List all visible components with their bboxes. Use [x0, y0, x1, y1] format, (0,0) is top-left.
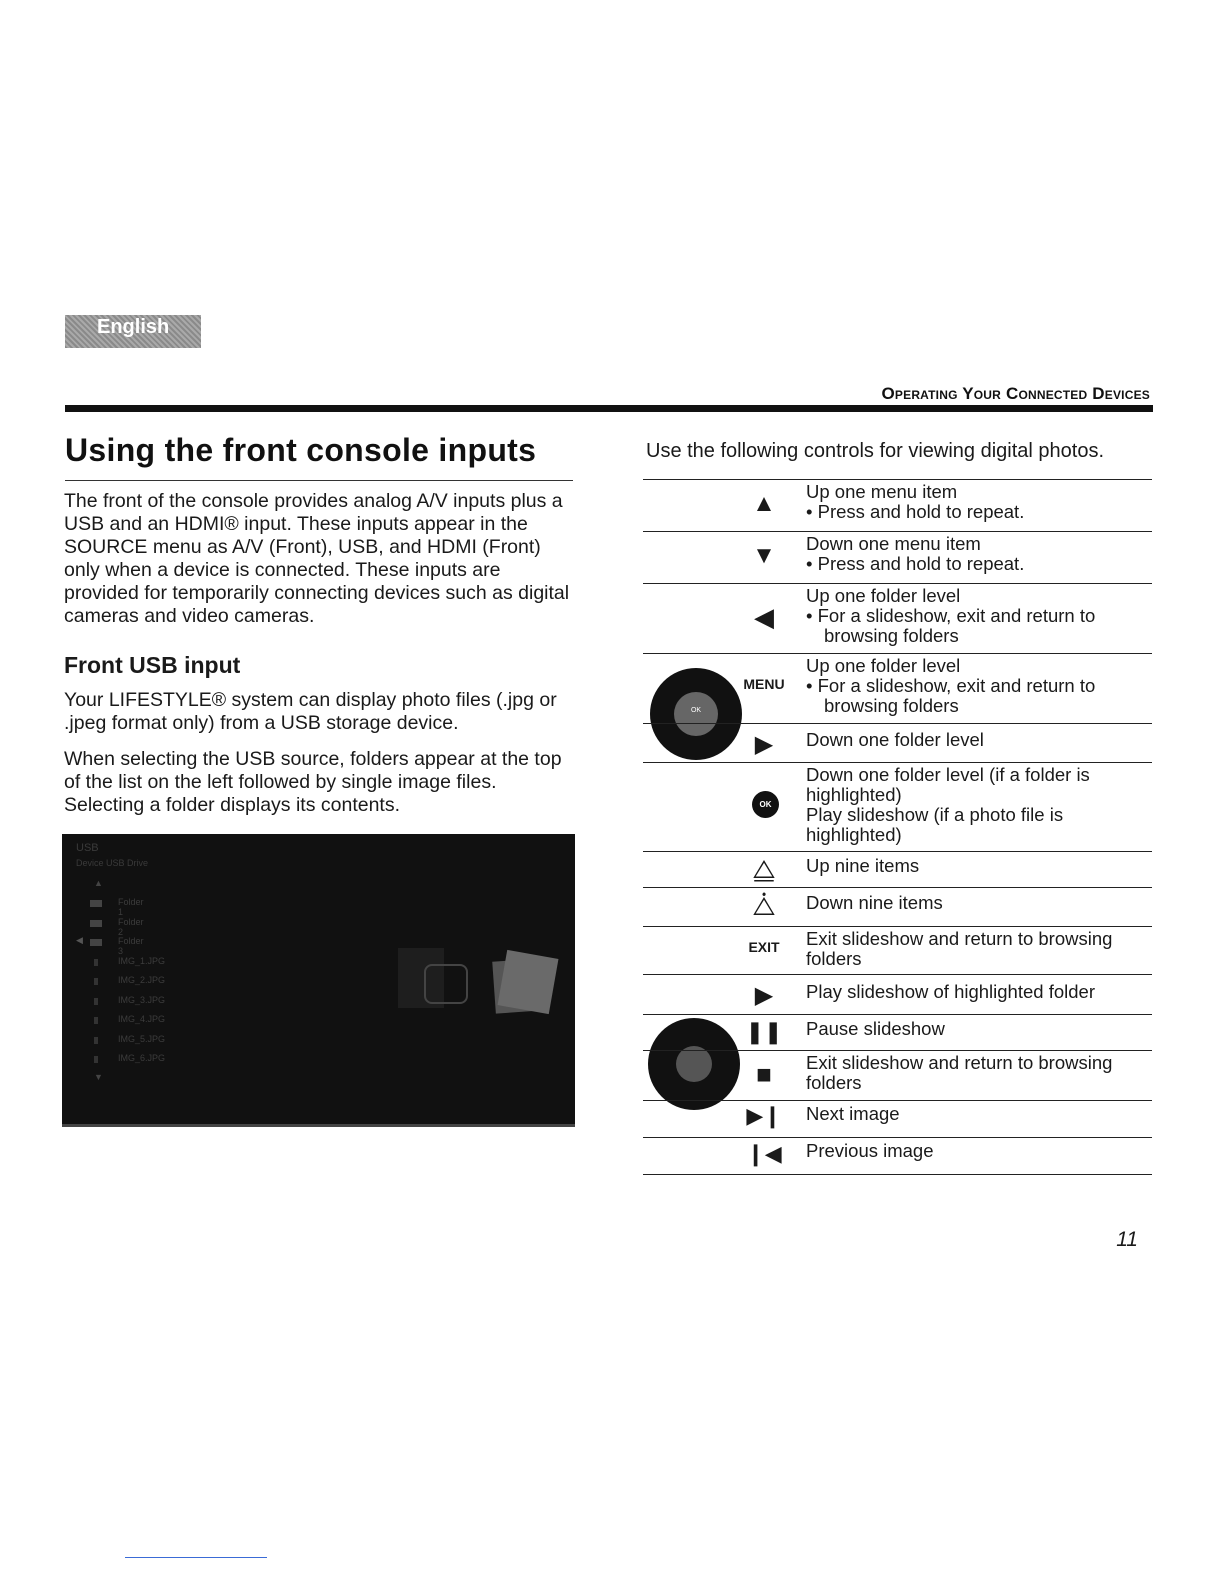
table-bottom-rule [643, 1174, 1152, 1176]
ok-button-icon: OK [752, 791, 779, 818]
scroll-up-icon: ▲ [94, 878, 103, 888]
footer-rule [125, 1557, 267, 1558]
exit-button-label: EXIT [748, 939, 780, 955]
image-file-icon [94, 998, 98, 1005]
down-arrow-icon: ▼ [752, 542, 776, 569]
menu-button-label: MENU [743, 676, 785, 692]
play-icon: ▶ [754, 982, 774, 1009]
up-arrow-icon: ▲ [752, 490, 776, 517]
front-usb-heading: Front USB input [64, 652, 241, 678]
table-row [643, 762, 1152, 852]
top-rule [65, 405, 1153, 412]
camera-icon [424, 964, 468, 1004]
image-file-icon [94, 1017, 98, 1024]
table-row [643, 1137, 1152, 1176]
row-title: Up one folder level [806, 585, 961, 606]
row-bullet: • Press and hold to repeat. [806, 553, 1025, 574]
right-arrow-icon: ▶ [754, 731, 774, 758]
section-header: Operating Your Connected Devices [881, 384, 1150, 403]
table-row [643, 1100, 1152, 1138]
table-row [643, 1014, 1152, 1051]
row-title: Exit slideshow and return to browsing folders [806, 928, 1113, 969]
page-number: 11 [1116, 1228, 1138, 1251]
table-row [643, 1050, 1152, 1101]
row-extra: Play slideshow (if a photo file is highlighted) [806, 804, 1064, 845]
language-tab: English [65, 315, 201, 348]
left-arrow-icon: ◀ [754, 602, 774, 632]
row-title: Exit slideshow and return to browsing folders [806, 1052, 1113, 1093]
controls-table [643, 479, 1152, 1179]
usb-paragraph-2: When selecting the USB source, folders appear at the top of the list on the left followed by single image files. Selecting a folder displays its contents. [64, 748, 562, 816]
image-file-icon [94, 978, 98, 985]
row-title: Down one menu item [806, 533, 981, 554]
image-file-icon [94, 1056, 98, 1063]
title-rule [65, 480, 573, 481]
usb-screen-title: USB [76, 842, 99, 854]
folder-icon [90, 920, 102, 927]
row-bullet: • For a slideshow, exit and return to browsing folders [806, 675, 1096, 716]
table-row [643, 926, 1152, 975]
folder-icon [90, 900, 102, 907]
row-title: Pause slideshow [806, 1018, 945, 1039]
remote-navigation-pad-icon: OK [650, 668, 742, 760]
usb-paragraph-1: Your LIFESTYLE® system can display photo files (.jpg or .jpeg format only) from a USB storage device. [64, 689, 557, 734]
image-file-icon [94, 959, 98, 966]
usb-screen-subtitle: Device USB Drive [76, 858, 149, 868]
photo-stack-icon [498, 950, 559, 1014]
image-file-icon [94, 1037, 98, 1044]
up-nine-icon: ⧋ [752, 854, 776, 884]
previous-image-icon: ❙◀ [746, 1141, 782, 1166]
down-nine-icon: ⧊ [752, 891, 776, 921]
row-title: Down one folder level (if a folder is highlighted) [806, 764, 1090, 805]
row-bullet: • For a slideshow, exit and return to browsing folders [806, 605, 1096, 646]
table-row [643, 531, 1152, 584]
row-title: Play slideshow of highlighted folder [806, 981, 1095, 1002]
row-title: Down one folder level [806, 729, 984, 750]
intro-paragraph: The front of the console provides analog A/V inputs plus a USB and an HDMI® input. These inputs appear in the SOURCE menu as A/V (Front), USB, and HDMI (Front) only when a device is connected. These inputs are provided for temporarily connecting devices such as digital cameras and video cameras. [64, 490, 570, 627]
row-title: Up nine items [806, 855, 920, 876]
usb-screenshot: USB Device USB Drive ▲ Folder 1 Folder 2 ◀ Folder 3 IMG_1.JPG IMG_2.JPG IMG_3.JPG IMG_4.JPG IMG_5.JPG IMG_6.JPG ▼ [62, 834, 575, 1127]
table-row [643, 974, 1152, 1015]
row-title: Down nine items [806, 892, 943, 913]
row-title: Up one folder level [806, 655, 961, 676]
scroll-down-icon: ▼ [94, 1072, 103, 1082]
next-image-icon: ▶❙ [746, 1103, 782, 1128]
row-title: Previous image [806, 1140, 934, 1161]
page-title: Using the front console inputs [65, 432, 537, 468]
pause-icon: ❚❚ [745, 1019, 783, 1044]
row-bullet: • Press and hold to repeat. [806, 501, 1025, 522]
table-row [643, 723, 1152, 763]
row-title: Up one menu item [806, 481, 958, 502]
table-row [643, 583, 1152, 654]
folder-icon [90, 939, 102, 946]
controls-intro: Use the following controls for viewing digital photos. [646, 440, 1105, 462]
table-row [643, 851, 1152, 888]
table-row [643, 887, 1152, 927]
stop-icon: ■ [756, 1059, 772, 1089]
row-title: Next image [806, 1103, 900, 1124]
table-row [643, 653, 1152, 724]
table-row [643, 479, 1152, 532]
selection-arrow-icon: ◀ [76, 935, 83, 945]
